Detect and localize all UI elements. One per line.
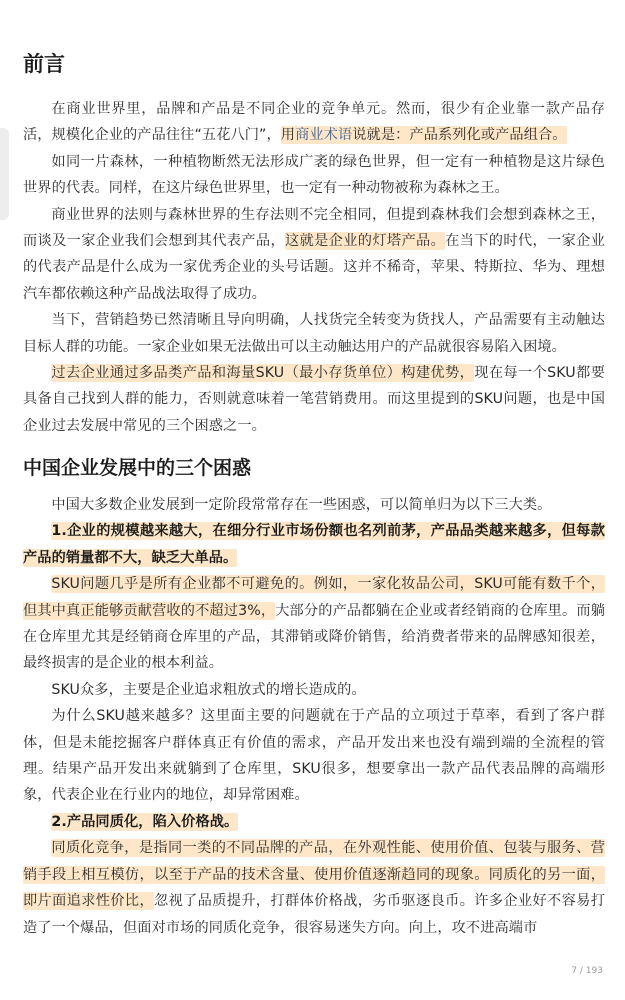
term-link[interactable]: 商业术语 (295, 127, 353, 144)
paragraph: SKU问题几乎是所有企业都不可避免的。例如，一家化妆品公司，SKU可能有数千个，但其中真正能够贡献营收的不超过3%，大部分的产品都躺在企业或者经销商的仓库里。而躺在仓库里尤其是经销商仓库里的产品，其滞销或降价销售，给消费者带来的品牌感知很差，最终损害的是企业的根本利益。 (23, 576, 605, 672)
paragraph: 当下，营销趋势已然清晰且导向明确，人找货完全转变为货找人，产品需要有主动触达目标人群的功能。一家企业如果无法做出可以主动触达用户的产品就很容易陷入困境。 (23, 312, 605, 355)
preface-heading: 前言 (23, 51, 65, 76)
paragraph (23, 518, 605, 571)
page-number: 7 / 193 (571, 966, 603, 976)
highlight[interactable]: 用商业术语说就是：产品系列化或产品组合。 (280, 127, 567, 144)
highlight[interactable]: 1.企业的规模越来越大，在细分行业市场份额也名列前茅，产品品类越来越多，但每款产品的销量都不大，缺乏大单品。 (23, 523, 605, 566)
highlight[interactable]: 这就是企业的灯塔产品。 (285, 233, 446, 250)
paragraph: SKU众多，主要是企业追求粗放式的增长造成的。 (51, 681, 366, 698)
paragraph: 同质化竞争，是指同一类的不同品牌的产品，在外观性能、使用价值、包装与服务、营销手段上相互模仿，以至于产品的技术含量、使用价值逐渐趋同的现象。同质化的另一面，即片面追求性价比，忽视了品质提升，打群体价格战，劣币驱逐良币。许多企业好不容易打造了一个爆品，但面对市场的同质化竞争，很容易迷失方向。向上，攻不进高端市 (23, 840, 605, 936)
highlight[interactable]: 2.产品同质化，陷入价格战。 (51, 813, 239, 830)
section-body (23, 492, 605, 941)
paragraph: 过去企业通过多品类产品和海量SKU（最小存货单位）构建优势，现在每一个SKU都要具备自己找到人群的能力，否则就意味着一笔营销费用。而这里提到的SKU问题，也是中国企业过去发展中常见的三个困惑之一。 (23, 365, 605, 434)
paragraph: 商业世界的法则与森林世界的生存法则不完全相同，但提到森林我们会想到森林之王，而谈及一家企业我们会想到其代表产品，这就是企业的灯塔产品。在当下的时代，一家企业的代表产品是什么成为一家优秀企业的头号话题。这并不稀奇，苹果、特斯拉、华为、理想汽车都依赖这种产品战法取得了成功。 (23, 206, 605, 302)
side-pull-tab[interactable] (0, 128, 9, 220)
paragraph (23, 809, 605, 835)
paragraph: 为什么SKU越来越多？这里面主要的问题就在于产品的立项过于草率，看到了客户群体，但是未能挖掘客户群体真正有价值的需求，产品开发出来也没有端到端的全流程的管理。结果产品开发出来就躺到了仓库里，SKU很多，想要拿出一款产品代表品牌的高端形象，代表企业在行业内的地位，却异常困难。 (23, 708, 605, 804)
section-heading: 中国企业发展中的三个困惑 (23, 457, 252, 479)
highlight[interactable]: 过去企业通过多品类产品和海量SKU（最小存货单位）构建优势， (51, 365, 475, 382)
highlight[interactable]: SKU问题几乎是所有企业都不可避免的。例如，一家化妆品公司，SKU可能有数千个，但其中真正能够贡献营收的不超过3%， (23, 576, 605, 619)
highlight[interactable]: 同质化竞争，是指同一类的不同品牌的产品，在外观性能、使用价值、包装与服务、营销手段上相互模仿，以至于产品的技术含量、使用价值逐渐趋同的现象。同质化的另一面，即片面追求性价比， (23, 840, 605, 910)
preface-body (23, 96, 605, 439)
paragraph: 中国大多数企业发展到一定阶段常常存在一些困惑，可以简单归为以下三大类。 (51, 497, 552, 513)
paragraph: 在商业世界里，品牌和产品是不同企业的竞争单元。然而，很少有企业靠一款产品存活，规模化企业的产品往往“五花八门”，用商业术语说就是：产品系列化或产品组合。 (23, 101, 605, 144)
paragraph: 如同一片森林，一种植物断然无法形成广袤的绿色世界，但一定有一种植物是这片绿色世界的代表。同样，在这片绿色世界里，也一定有一种动物被称为森林之王。 (23, 153, 605, 197)
